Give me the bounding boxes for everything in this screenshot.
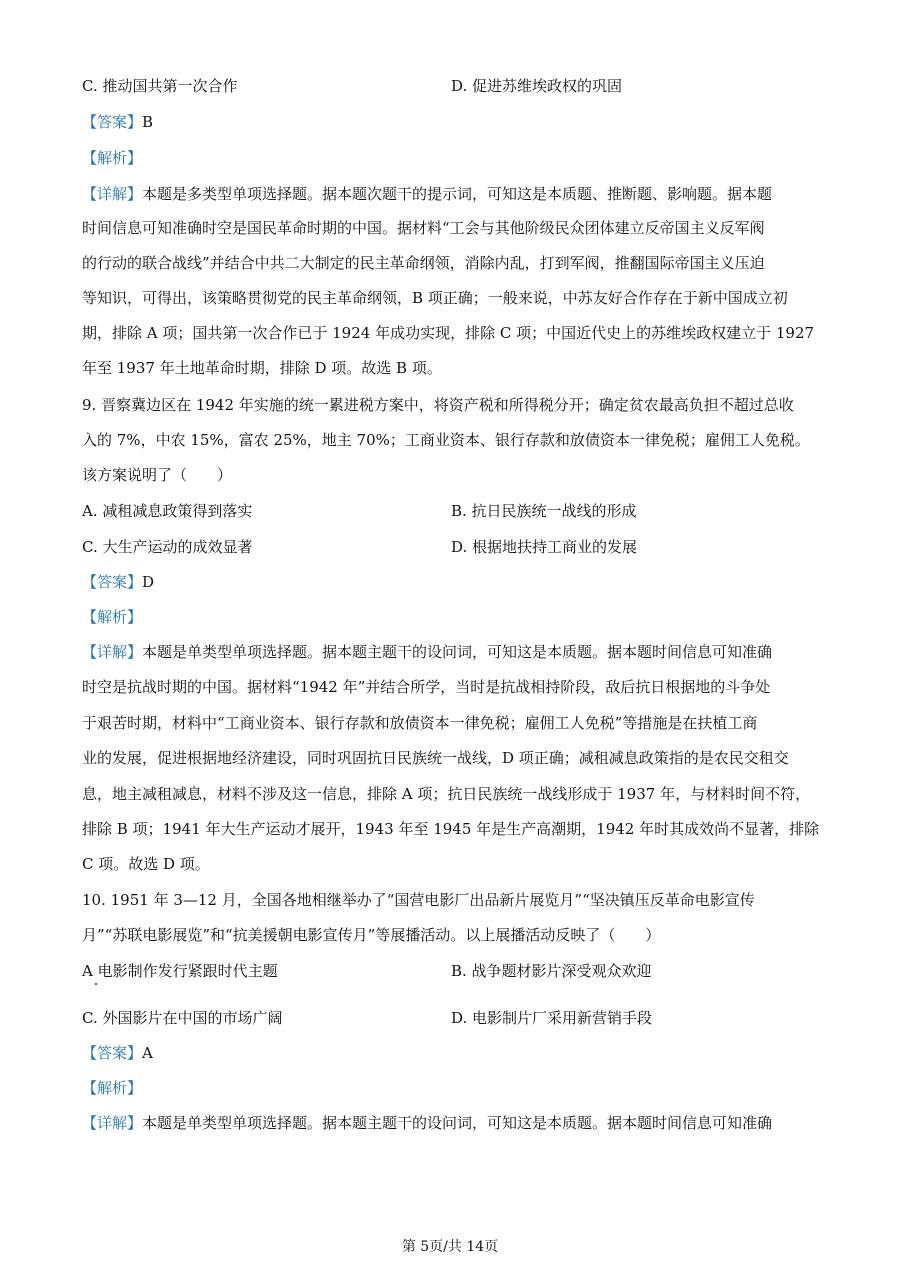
q9-detail-line-7: C 项。故选 D 项。 — [82, 855, 210, 873]
answer-value: D — [142, 573, 155, 591]
q9-option-c: C. 大生产运动的成效显著 — [82, 538, 253, 556]
q10-option-c: C. 外国影片在中国的市场广阔 — [82, 1009, 283, 1027]
q10-answer — [82, 1043, 153, 1063]
q8-detail-line-3: 的行动的联合战线”并结合中共二大制定的民主革命纲领，消除内乱，打到军阀，推翻国际帝国主义压迫 — [82, 254, 765, 272]
q9-detail-line-6: 排除 B 项；1941 年大生产运动才展开，1943 年至 1945 年是生产高潮期，1942 年时其成效尚不显著，排除 — [82, 820, 820, 838]
q10-analysis-label: 【解析】 — [82, 1079, 143, 1097]
q9-detail-line-1: 【详解】本题是单类型单项选择题。据本题主题干的设问词，可知这是本质题。据本题时间信息可知准确 — [82, 643, 773, 661]
page-footer: 第 5页/共 14页 — [401, 1239, 499, 1255]
q10-stem-line-2: 月”“苏联电影展览”和“抗美援朝电影宣传月”等展播活动。以上展播活动反映了（ ） — [82, 926, 661, 944]
q8-option-c: C. 推动国共第一次合作 — [82, 77, 238, 95]
q8-detail-line-1: 【详解】本题是多类型单项选择题。据本题次题干的提示词，可知这是本质题、推断题、影响题。据本题 — [82, 185, 773, 203]
detail-label: 【详解】 — [82, 185, 143, 203]
q10-stem-line-1: 10. 1951 年 3—12 月，全国各地相继举办了“国营电影厂出品新片展览月”“坚决镇压反革命电影宣传 — [82, 891, 755, 909]
q9-stem-line-1: 9. 晋察冀边区在 1942 年实施的统一累进税方案中，将资产税和所得税分开；确定贫农最高负担不超过总收 — [82, 396, 794, 414]
detail-label: 【详解】 — [82, 1114, 143, 1132]
q9-analysis-label: 【解析】 — [82, 608, 143, 626]
detail-label: 【详解】 — [82, 643, 143, 661]
q10-option-a: A 电影制作发行紧跟时代主题 — [82, 962, 278, 980]
q9-option-b: B. 抗日民族统一战线的形成 — [451, 502, 637, 520]
q8-detail-line-6: 年至 1937 年土地革命时期，排除 D 项。故选 B 项。 — [82, 359, 442, 377]
q9-detail-line-3: 于艰苦时期，材料中“工商业资本、银行存款和放债资本一律免税；雇佣工人免税”等措施是在扶植工商 — [82, 714, 758, 732]
answer-value: B — [142, 113, 154, 131]
answer-label: 【答案】 — [82, 573, 143, 591]
q10-option-b: B. 战争题材影片深受观众欢迎 — [451, 962, 652, 980]
q8-option-d: D. 促进苏维埃政权的巩固 — [451, 77, 623, 95]
q8-detail-line-2: 时间信息可知准确时空是国民革命时期的中国。据材料“工会与其他阶级民众团体建立反帝国主义反军阀 — [82, 219, 765, 237]
q9-stem-line-2: 入的 7%，中农 15%，富农 25%，地主 70%；工商业资本、银行存款和放债资本一律免税；雇佣工人免税。 — [82, 431, 810, 449]
answer-value: A — [142, 1044, 153, 1062]
q8-detail-line-4: 等知识，可得出，该策略贯彻党的民主革命纲领，B 项正确；一般来说，中苏友好合作存在于新中国成立初 — [82, 289, 788, 307]
q9-stem-line-3: 该方案说明了（ ） — [82, 466, 233, 484]
q9-option-a: A. 减租减息政策得到落实 — [82, 502, 253, 520]
q10-detail-line-1: 【详解】本题是单类型单项选择题。据本题主题干的设问词，可知这是本质题。据本题时间信息可知准确 — [82, 1114, 773, 1132]
q9-detail-line-2: 时空是抗战时期的中国。据材料“1942 年”并结合所学，当时是抗战相持阶段，敌后抗日根据地的斗争处 — [82, 678, 771, 696]
q9-detail-line-5: 息，地主减租减息，材料不涉及这一信息，排除 A 项；抗日民族统一战线形成于 1937 年，与材料时间不符， — [82, 785, 811, 803]
answer-label: 【答案】 — [82, 113, 143, 131]
q9-option-d: D. 根据地扶持工商业的发展 — [451, 538, 638, 556]
emphasis-dot — [95, 983, 97, 985]
q8-detail-line-5: 期，排除 A 项；国共第一次合作已于 1924 年成功实现，排除 C 项；中国近代史上的苏维埃政权建立于 1927 — [82, 324, 815, 342]
q10-option-d: D. 电影制片厂采用新营销手段 — [451, 1009, 653, 1027]
q9-detail-line-4: 业的发展，促进根据地经济建设，同时巩固抗日民族统一战线，D 项正确；减租减息政策指的是农民交租交 — [82, 749, 789, 767]
answer-label: 【答案】 — [82, 1044, 143, 1062]
q8-answer — [82, 112, 153, 132]
q9-answer — [82, 572, 154, 592]
q8-analysis-label: 【解析】 — [82, 149, 143, 167]
